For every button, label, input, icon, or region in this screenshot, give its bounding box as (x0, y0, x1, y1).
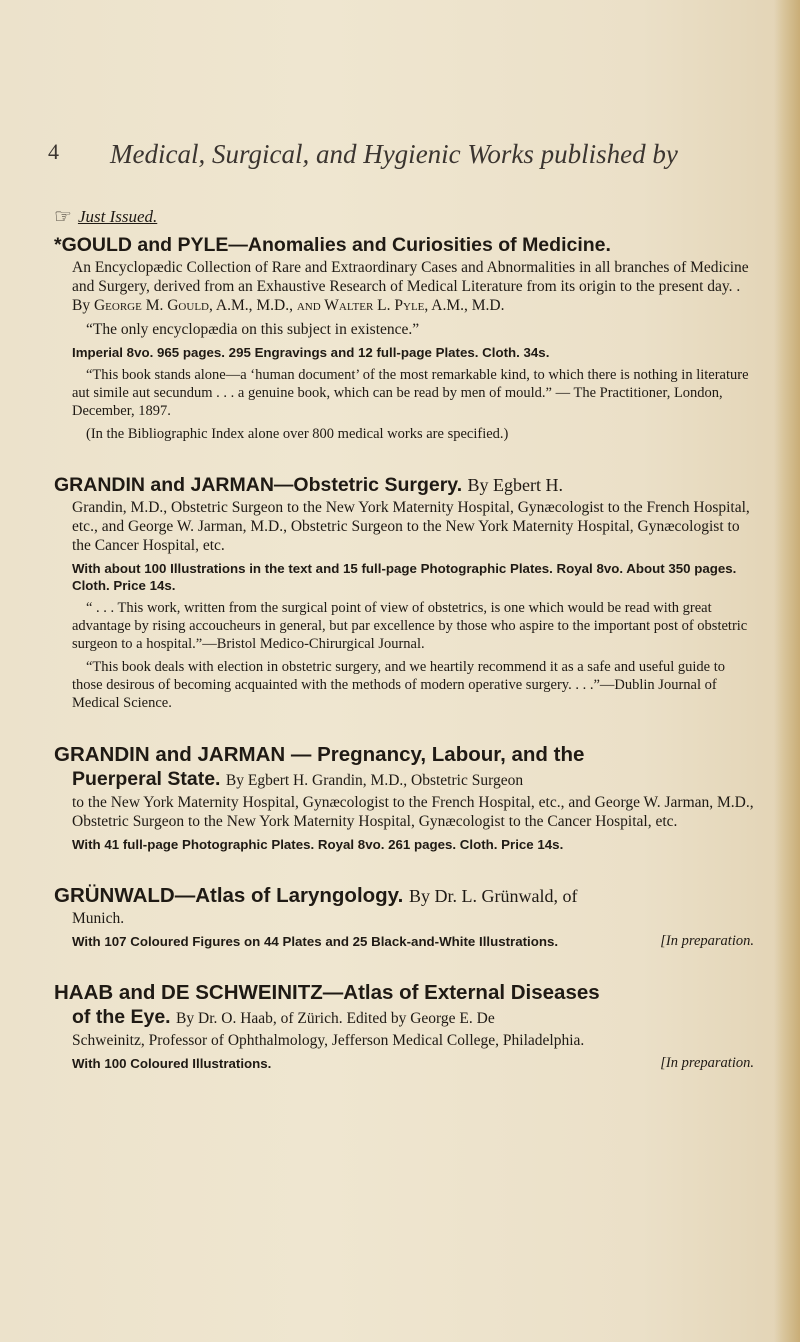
pointing-hand-icon: ☞ (54, 206, 72, 228)
entry-grunwald (54, 883, 754, 950)
entry-spec: With 41 full-page Photographic Plates. Royal 8vo. 261 pages. Cloth. Price 14s. (72, 837, 564, 852)
entry-description: Schweinitz, Professor of Ophthalmology, Jefferson Medical College, Philadelphia. (72, 1032, 585, 1049)
page-header (0, 139, 800, 179)
entry-description: An Encyclopædic Collection of Rare and Extraordinary Cases and Abnormalities in all branches of Medicine and Surgery, derived from an Exhaustive Research of Medical Literature from its origin to the present day. . By George M. Gould, A.M., M.D., and Walter L. Pyle, A.M., M.D. (72, 259, 749, 314)
entry-title: *GOULD and PYLE—Anomalies and Curiosities of Medicine. (54, 234, 611, 256)
entry-status: [In preparation. (660, 1055, 754, 1071)
page-edge-shadow (774, 0, 800, 1342)
running-head: Medical, Surgical, and Hygienic Works published by (110, 139, 678, 169)
entry-review-quote: “This book stands alone—a ‘human document’ of the most remarkable kind, to which there is nothing in literature aut simile aut secundum . . . a genuine book, which can be read by men of mould.” — The Practitioner, London, December, 1897. (72, 367, 749, 419)
entry-spec: Imperial 8vo. 965 pages. 295 Engravings and 12 full-page Plates. Cloth. 34s. (72, 345, 550, 360)
entry-grandin-jarman-pregnancy (54, 742, 754, 853)
entry-title-continued: of the Eye. By Dr. O. Haab, of Zürich. Edited by George E. De (72, 1006, 495, 1028)
entry-byline: By Dr. O. Haab, of Zürich. Edited by George E. De (176, 1010, 495, 1027)
entry-description: Munich. (72, 910, 125, 927)
entry-status: [In preparation. (660, 933, 754, 949)
entry-description: to the New York Maternity Hospital, Gynæcologist to the French Hospital, etc., and George W. Jarman, M.D., Obstetric Surgeon to the New York Maternity Hospital, Gynæcologist to the Cancer Hospital, etc. (72, 794, 754, 830)
entry-tagline: “The only encyclopædia on this subject in existence.” (86, 321, 420, 338)
entry-review-quote: “This book deals with election in obstetric surgery, and we heartily recommend it as a safe and useful guide to those desirous of becoming acquainted with the methods of modern operative surgery. . . .”—Dublin Journal of Medical Science. (72, 659, 726, 711)
entry-title: GRÜNWALD—Atlas of Laryngology. By Dr. L. Grünwald, of (54, 884, 578, 907)
entry-note: (In the Bibliographic Index alone over 800 medical works are specified.) (86, 426, 509, 442)
entry-spec: With 107 Coloured Figures on 44 Plates and 25 Black-and-White Illustrations. [In preparation. (72, 933, 754, 949)
catalogue-content (54, 204, 754, 1102)
entry-spec: With 100 Coloured Illustrations. [In preparation. (72, 1055, 754, 1071)
entry-grandin-jarman-obstetric (54, 473, 754, 712)
page-number: 4 (48, 139, 59, 164)
just-issued-notice (54, 204, 754, 229)
entry-title: HAAB and DE SCHWEINITZ—Atlas of External Diseases (54, 981, 600, 1004)
entry-authors: George M. Gould, A.M., M.D., and Walter L. Pyle, A.M., M.D. (93, 297, 505, 314)
entry-title-continued: Puerperal State. By Egbert H. Grandin, M.D., Obstetric Surgeon (72, 768, 524, 790)
entry-spec: With about 100 Illustrations in the text and 15 full-page Photographic Plates. Royal 8vo. About 350 pages. Cloth. Price 14s. (72, 561, 737, 593)
entry-title: GRANDIN and JARMAN — Pregnancy, Labour, and the (54, 743, 585, 766)
just-issued-label: Just Issued. (77, 206, 158, 226)
entry-byline: By Egbert H. Grandin, M.D., Obstetric Surgeon (225, 772, 524, 789)
entry-haab-schweinitz (54, 980, 754, 1072)
entry-byline: By Dr. L. Grünwald, of (408, 886, 578, 906)
entry-gould-pyle (54, 233, 754, 443)
entry-review-quote: “ . . . This work, written from the surgical point of view of obstetrics, is one which would be read with great advantage by rising accoucheurs in general, but par excellence by those who aspire to the important post of obstetric surgeon to a hospital.”—Bristol Medico-Chirurgical Journal. (72, 600, 748, 652)
entry-description: Grandin, M.D., Obstetric Surgeon to the New York Maternity Hospital, Gynæcologist to the French Hospital, etc., and George W. Jarman, M.D., Obstetric Surgeon to the New York Maternity Hospital, Gynæcologist to the Cancer Hospital, etc. (72, 499, 750, 554)
entry-byline: By Egbert H. (467, 475, 564, 495)
entry-title: GRANDIN and JARMAN—Obstetric Surgery. By Egbert H. (54, 474, 564, 496)
